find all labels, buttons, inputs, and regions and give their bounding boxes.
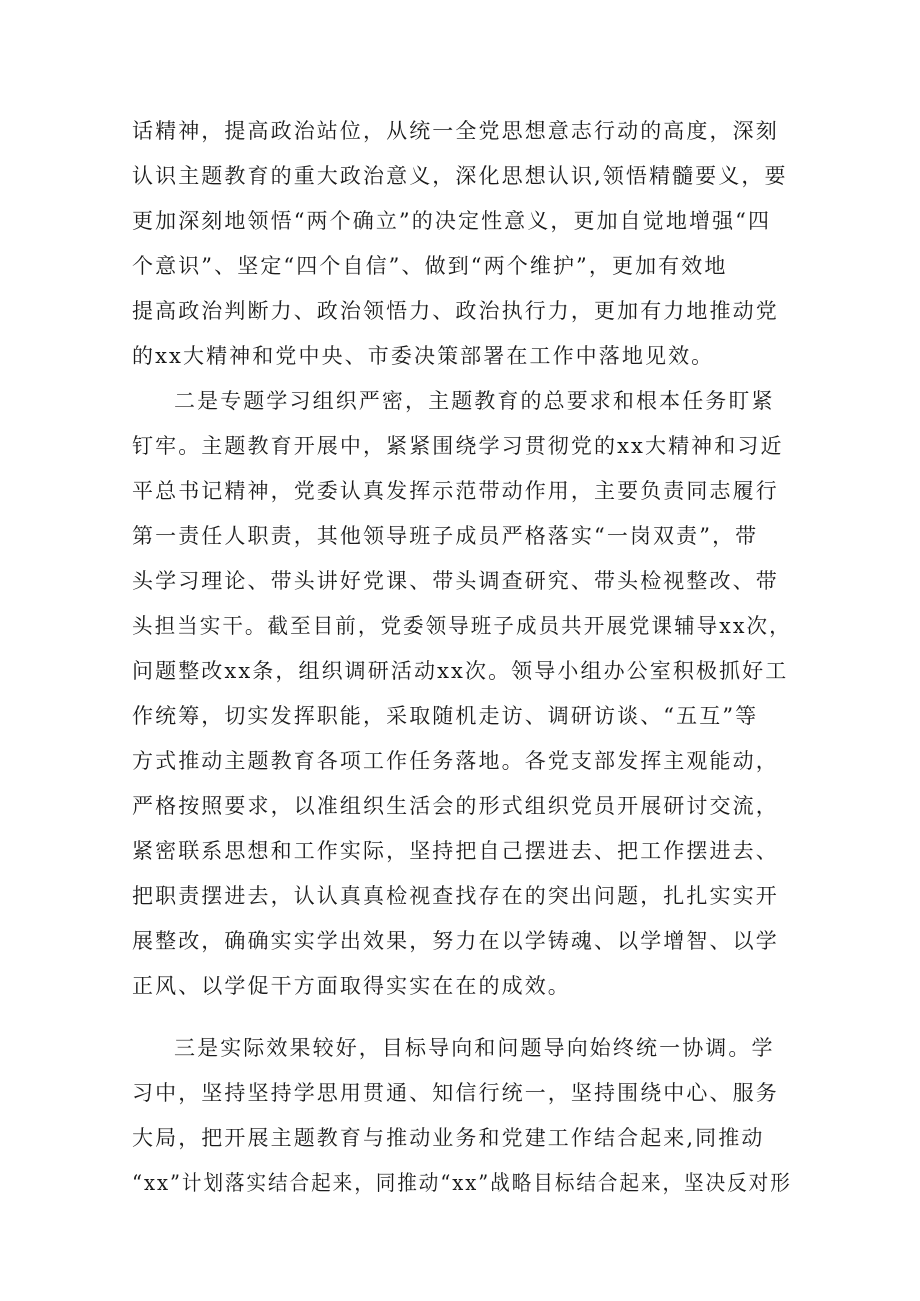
text-line: 二是专题学习组织严密，主题教育的总要求和根本任务盯紧 bbox=[174, 389, 775, 413]
text-line: 更加深刻地领悟“两个确立”的决定性意义，更加自觉地增强“四 bbox=[132, 209, 772, 233]
text-line: 认识主题教育的重大政治意义，深化思想认识,领悟精髓要义，要 bbox=[132, 164, 788, 188]
text-line: 方式推动主题教育各项工作任务落地。各党支部发挥主观能动， bbox=[132, 749, 779, 773]
text-line: 大局，把开展主题教育与推动业务和党建工作结合起来,同推动 bbox=[132, 1126, 765, 1150]
text-line: 钉牢。主题教育开展中，紧紧围绕学习贯彻党的xx大精神和习近 bbox=[132, 434, 784, 458]
text-line: 个意识”、坚定“四个自信”、做到“两个维护”，更加有效地 bbox=[132, 254, 728, 278]
text-line: 把职责摆进去，认认真真检视查找存在的突出问题，扎扎实实开 bbox=[132, 884, 779, 908]
text-line: 三是实际效果较好，目标导向和问题导向始终统一协调。学 bbox=[174, 1036, 775, 1060]
text-line: “xx”计划落实结合起来，同推动“xx”战略目标结合起来，坚决反对形 bbox=[132, 1171, 792, 1195]
text-line: 平总书记精神，党委认真发挥示范带动作用，主要负责同志履行 bbox=[132, 479, 779, 503]
text-line: 习中，坚持坚持学思用贯通、知信行统一，坚持围绕中心、服务 bbox=[132, 1081, 779, 1105]
text-line: 问题整改xx条，组织调研活动xx次。领导小组办公室积极抓好工 bbox=[132, 659, 789, 683]
text-line: 头学习理论、带头讲好党课、带头调查研究、带头检视整改、带 bbox=[132, 569, 779, 593]
text-line: 作统筹，切实发挥职能，采取随机走访、调研访谈、“五互”等 bbox=[132, 704, 759, 728]
text-line: 提高政治判断力、政治领悟力、政治执行力，更加有力地推动党 bbox=[132, 299, 779, 323]
text-line: 的xx大精神和党中央、市委决策部署在工作中落地见效。 bbox=[132, 344, 715, 368]
text-line: 第一责任人职责，其他领导班子成员严格落实“一岗双责”，带 bbox=[132, 524, 759, 548]
text-line: 话精神，提高政治站位，从统一全党思想意志行动的高度，深刻 bbox=[132, 119, 779, 143]
text-line: 头担当实干。截至目前，党委领导班子成员共开展党课辅导xx次， bbox=[132, 614, 792, 638]
text-line: 紧密联系思想和工作实际，坚持把自己摆进去、把工作摆进去、 bbox=[132, 839, 779, 863]
text-line: 正风、以学促干方面取得实实在在的成效。 bbox=[132, 974, 571, 998]
text-line: 严格按照要求，以准组织生活会的形式组织党员开展研讨交流， bbox=[132, 794, 779, 818]
text-line: 展整改，确确实实学出效果，努力在以学铸魂、以学增智、以学 bbox=[132, 929, 779, 953]
